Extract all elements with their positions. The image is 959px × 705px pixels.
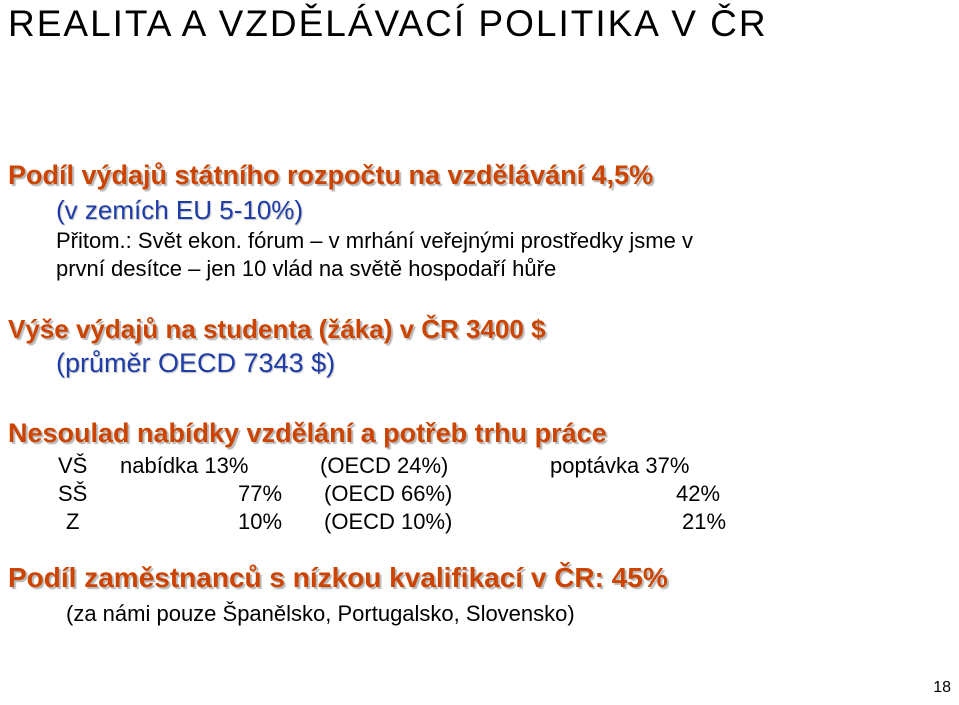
offer-value: nabídka 13% [120,453,249,478]
heading-budget-share: Podíl výdajů státního rozpočtu na vzdělávání 4,5% [8,160,654,190]
subheading-eu-comparison: (v zemích EU 5-10%) [56,195,304,225]
slide-title: REALITA A VZDĚLÁVACÍ POLITIKA V ČR [8,3,768,44]
offer-value: 77% [238,481,283,506]
demand-value: 21% [682,509,727,534]
page-number: 18 [933,679,951,696]
demand-value: 42% [676,481,721,506]
heading-low-qualification: Podíl zaměstnanců s nízkou kvalifikací v ČR: 45% [8,562,668,593]
oecd-value: (OECD 66%) [324,481,453,506]
oecd-value: (OECD 24%) [320,453,449,478]
heading-labor-mismatch: Nesoulad nabídky vzdělání a potřeb trhu práce [8,418,607,448]
heading-spending-per-student: Výše výdajů na studenta (žáka) v ČR 3400 $ [8,314,546,344]
demand-value: poptávka 37% [550,453,690,478]
body-text-line: první desítce – jen 10 vlád na světě hospodaří hůře [56,256,557,281]
body-text-line: (za námi pouze Španělsko, Portugalsko, Slovensko) [66,601,575,626]
body-text-line: Přitom.: Svět ekon. fórum – v mrhání veřejnými prostředky jsme v [56,228,693,253]
oecd-value: (OECD 10%) [324,509,453,534]
subheading-oecd-average: (průměr OECD 7343 $) [56,348,336,378]
education-level: Z [66,509,80,534]
education-level: SŠ [58,481,88,506]
education-level: VŠ [58,453,88,478]
offer-value: 10% [238,509,283,534]
